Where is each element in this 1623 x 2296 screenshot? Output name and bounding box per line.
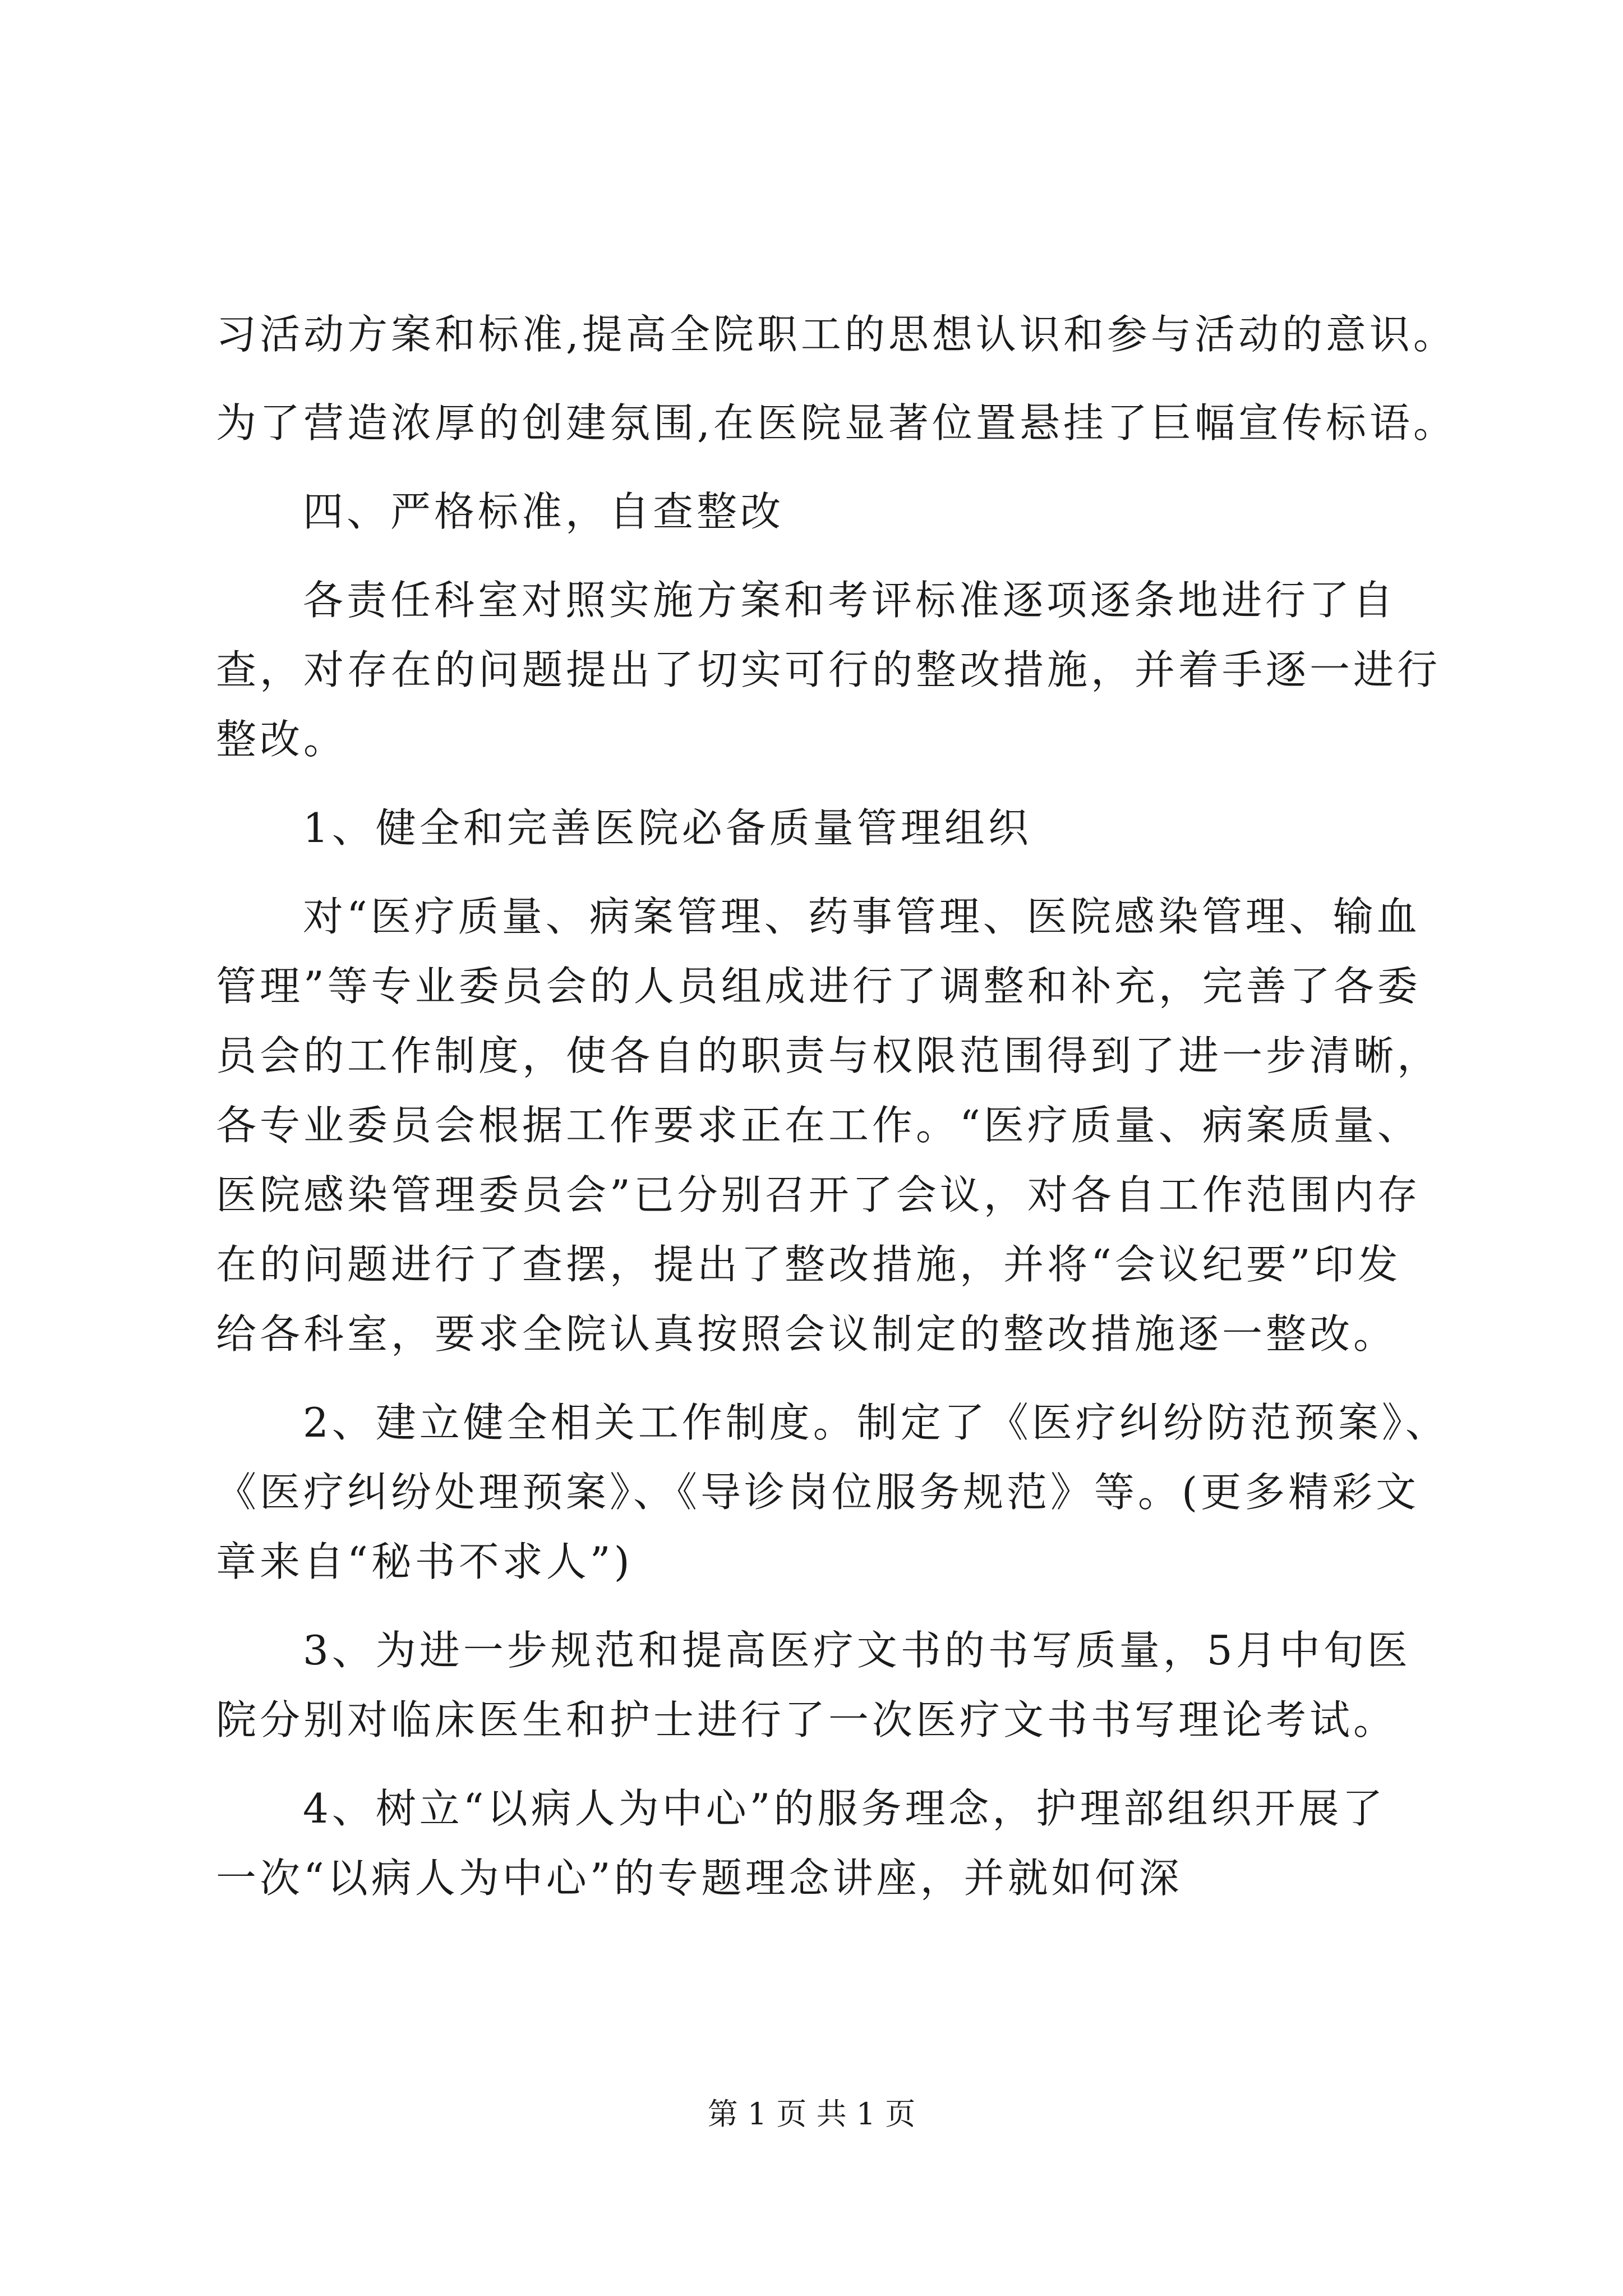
paragraph-line: 在的问题进行了查摆，提出了整改措施，并将“会议纪要”印发 — [216, 1241, 1401, 1288]
paragraph-line: 对“医疗质量、病案管理、药事管理、医院感染管理、输血 — [303, 893, 1421, 940]
paragraph-line: 各责任科室对照实施方案和考评标准逐项逐条地进行了自 — [303, 577, 1397, 624]
paragraph-line: 4、树立“以病人为中心”的服务理念，护理部组织开展了 — [303, 1785, 1386, 1832]
paragraph-line: 医院感染管理委员会”已分别召开了会议，对各自工作范围内存 — [216, 1171, 1421, 1218]
page-number-footer: 第 1 页 共 1 页 — [707, 2096, 916, 2132]
paragraph-line: 《医疗纠纷处理预案》、《导诊岗位服务规范》等。(更多精彩文 — [216, 1469, 1420, 1516]
paragraph-line: 查，对存在的问题提出了切实可行的整改措施，并着手逐一进行 — [216, 646, 1441, 693]
paragraph-line: 各专业委员会根据工作要求正在工作。“医疗质量、病案质量、 — [216, 1102, 1421, 1149]
paragraph-line: 院分别对临床医生和护士进行了一次医疗文书书写理论考试。 — [216, 1696, 1398, 1743]
paragraph-line: 整改。 — [216, 716, 348, 763]
paragraph-line: 员会的工作制度，使各自的职责与权限范围得到了进一步清晰， — [216, 1032, 1441, 1079]
paragraph-line: 章来自“秘书不求人”) — [216, 1538, 633, 1585]
subsection-heading: 1、健全和完善医院必备质量管理组织 — [303, 804, 1032, 852]
paragraph-line: 管理”等专业委员会的人员组成进行了调整和补充，完善了各委 — [216, 963, 1421, 1010]
section-heading: 四、严格标准，自查整改 — [303, 488, 785, 535]
paragraph-line: 习活动方案和标准,提高全院职工的思想认识和参与活动的意识。 — [216, 311, 1457, 358]
paragraph-line: 为了营造浓厚的创建氛围,在医院显著位置悬挂了巨幅宣传标语。 — [216, 399, 1457, 447]
paragraph-line: 3、为进一步规范和提高医疗文书的书写质量，5月中旬医 — [303, 1627, 1411, 1674]
paragraph-line: 给各科室，要求全院认真按照会议制定的整改措施逐一整改。 — [216, 1310, 1398, 1358]
paragraph-line: 2、建立健全相关工作制度。制定了《医疗纠纷防范预案》、 — [303, 1399, 1449, 1446]
paragraph-line: 一次“以病人为中心”的专题理念讲座，并就如何深 — [216, 1855, 1183, 1902]
